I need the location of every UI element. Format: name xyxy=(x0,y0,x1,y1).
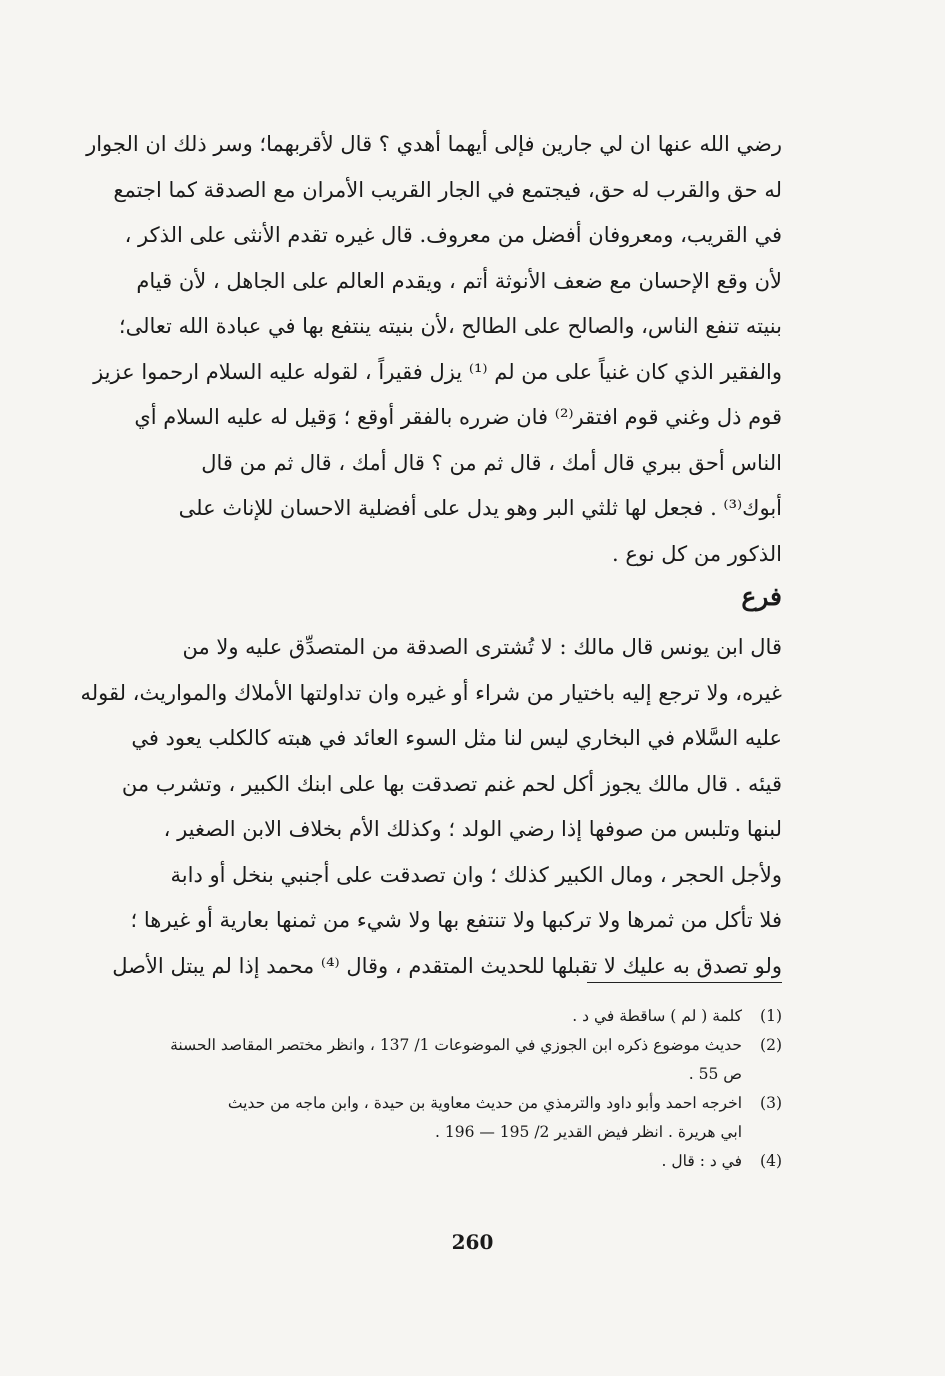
text-line: قيئه . قال مالك يجوز أكل لحم غنم تصدقت بها على ابنك الكبير ، وتشرب من xyxy=(121,771,782,796)
footnote-divider xyxy=(587,982,782,983)
footnote-line: ص 55 . xyxy=(688,1065,742,1083)
text-line: لأن وقع الإحسان مع ضعف الأنوثة أتم ، ويقدم العالم على الجاهل ، لأن قيام xyxy=(136,268,782,293)
footnote-text xyxy=(122,1089,742,1147)
text-line: ولو تصدق به عليك لا تقبلها للحديث المتقدم ، وقال ⁽⁴⁾ محمد إذا لم يبتل الأصل xyxy=(112,953,782,978)
footnote-number: (4) xyxy=(760,1152,782,1170)
main-paragraph xyxy=(86,122,782,577)
text-line: قال ابن يونس قال مالك : لا تُشترى الصدقة من المتصدِّق عليه ولا من xyxy=(182,635,782,659)
text-line: فلا تأكل من ثمرها ولا تركبها ولا تنتفع بها ولا شيء من ثمنها بعارية أو غيرها ؛ xyxy=(130,908,782,932)
text-line: ولأجل الحجر ، ومال الكبير كذلك ؛ وان تصدقت على أجنبي بنخل أو دابة xyxy=(170,862,782,887)
text-line: رضي الله عنها ان لي جارين فإلى أيهما أهدي ؟ قال لأقربهما؛ وسر ذلك ان الجوار xyxy=(86,132,782,156)
footnote-line: اخرجه احمد وأبو داود والترمذي من حديث معاوية بن حيدة ، وابن ماجه من حديث xyxy=(227,1094,742,1112)
text-line: والفقير الذي كان غنياً على من لم ⁽¹⁾ يزل فقيراً ، لقوله عليه السلام ارحموا عزيز xyxy=(93,359,782,384)
page-number: 260 xyxy=(451,1230,494,1254)
footnote-line: ابي هريرة . انظر فيض القدير 2/ 195 — 196 . xyxy=(434,1123,742,1141)
text-line: قوم ذل وغني قوم افتقر⁽²⁾ فان ضرره بالفقر أوقع ؛ وَقيل له عليه السلام أي xyxy=(134,405,782,429)
footnote-line: في د : قال . xyxy=(661,1152,742,1170)
text-line: بنيته تنفع الناس، والصالح على الطالح ،لأن بنيته ينتفع بها في عبادة الله تعالى؛ xyxy=(118,314,782,338)
text-line: الذكور من كل نوع . xyxy=(612,541,782,566)
footnote-number: (3) xyxy=(760,1094,782,1112)
text-line: في القريب، ومعروفان أفضل من معروف. قال غيره تقدم الأنثى على الذكر ، xyxy=(124,223,782,247)
text-line: لبنها وتلبس من صوفها إذا رضي الولد ؛ وكذلك الأم بخلاف الابن الصغير ، xyxy=(163,817,782,841)
text-line: له حق والقرب له حق، فيجتمع في الجار القريب الأمران مع الصدقة كما اجتمع xyxy=(113,177,782,202)
footnotes xyxy=(122,1002,782,1176)
footnote-number: (2) xyxy=(760,1036,782,1054)
footnote-line: حديث موضوع ذكره ابن الجوزي في الموضوعات 1/ 137 ، وانظر مختصر المقاصد الحسنة xyxy=(170,1036,742,1054)
footnote-item xyxy=(122,1002,782,1031)
footnote-text xyxy=(122,1002,742,1031)
text-line: أبوك⁽³⁾ . فجعل لها ثلثي البر وهو يدل على أفضلية الاحسان للإناث على xyxy=(178,496,782,520)
footnote-item xyxy=(122,1147,782,1176)
section-paragraph xyxy=(80,625,782,989)
footnote-item xyxy=(122,1031,782,1089)
footnote-number: (1) xyxy=(760,1007,782,1025)
footnote-item xyxy=(122,1089,782,1147)
footnote-text xyxy=(122,1031,742,1089)
text-line: غيره، ولا ترجع إليه باختيار من شراء أو غيره وان تداولتها الأملاك والمواريث، لقوله xyxy=(80,680,782,705)
text-line: الناس أحق ببري قال أمك ، قال ثم من ؟ قال أمك ، قال ثم من قال xyxy=(201,450,782,475)
text-line: عليه السَّلام في البخاري ليس لنا مثل السوء العائد في هبته كالكلب يعود في xyxy=(131,726,782,750)
section-heading: فرع xyxy=(741,582,782,611)
footnote-line: كلمة ( لم ) ساقطة في د . xyxy=(572,1007,742,1025)
footnote-text xyxy=(122,1147,742,1176)
